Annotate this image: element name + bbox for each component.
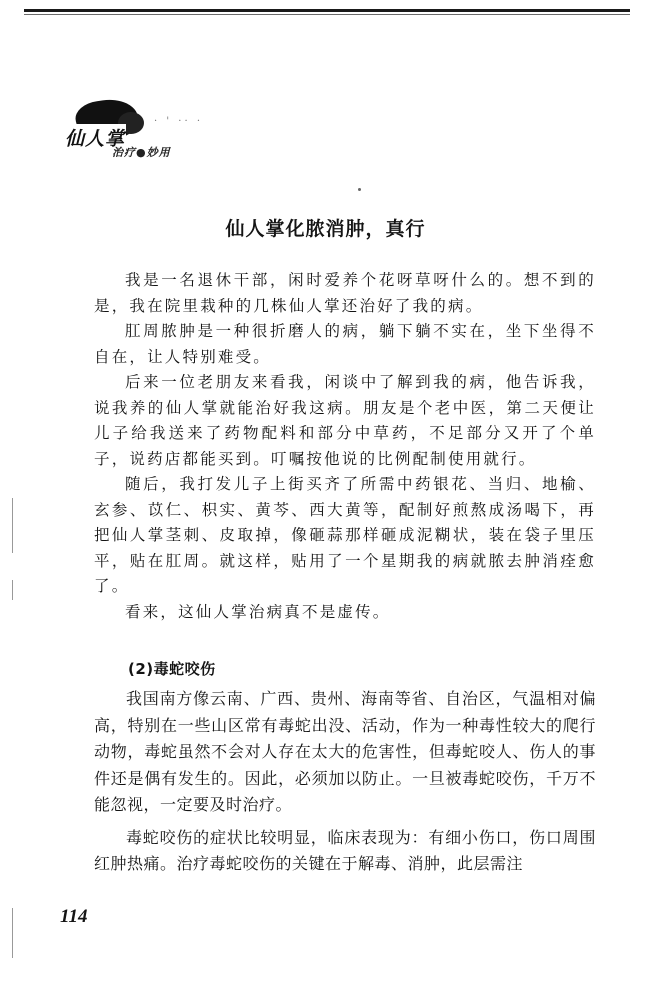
ink-speckle-decoration: · ' ·· · [154, 116, 203, 127]
section-paragraph: 毒蛇咬伤的症状比较明显，临床表现为：有细小伤口，伤口周围红肿热痛。治疗毒蛇咬伤的关键在于解毒、消肿，此层需注 [94, 827, 596, 873]
section-body [94, 686, 596, 878]
page-number: 114 [60, 906, 88, 927]
section-heading: (2)毒蛇咬伤 [128, 660, 216, 678]
logo-title: 仙人掌 [64, 124, 126, 151]
article-body [94, 268, 596, 625]
scan-edge-mark [12, 580, 13, 600]
article-paragraph: 我是一名退休干部，闲时爱养个花呀草呀什么的。想不到的是，我在院里栽种的几株仙人掌还治好了我的病。 [94, 271, 596, 315]
article-paragraph: 看来，这仙人掌治病真不是虚传。 [125, 602, 391, 621]
article-title: 仙人掌化脓消肿，真行 [225, 218, 426, 240]
article-paragraph: 肛周脓肿是一种很折磨人的病，躺下躺不实在，坐下坐得不自在，让人特别难受。 [94, 322, 596, 366]
series-logo [62, 98, 262, 168]
scan-edge-mark [12, 908, 13, 958]
logo-subtitle: 治疗●妙用 [112, 146, 171, 159]
article-paragraph: 后来一位老朋友来看我，闲谈中了解到我的病，他告诉我，说我养的仙人掌就能治好我这病。朋友是个老中医，第二天便让儿子给我送来了药物配料和部分中草药，不足部分又开了个单子，说药店都能买到。叮嘱按他说的比例配制使用就行。 [94, 373, 596, 468]
top-rule [24, 9, 630, 12]
print-speck [358, 188, 361, 191]
top-rule-thin [24, 14, 630, 15]
scan-edge-mark [12, 498, 13, 553]
article-paragraph: 随后，我打发儿子上街买齐了所需中药银花、当归、地榆、玄参、苡仁、枳实、黄芩、西大黄等，配制好煎熬成汤喝下，再把仙人掌茎刺、皮取掉，像砸蒜那样砸成泥糊状，装在袋子里压平，贴在肛周。就这样，贴用了一个星期我的病就脓去肿消痊愈了。 [94, 475, 596, 595]
section-paragraph: 我国南方像云南、广西、贵州、海南等省、自治区，气温相对偏高，特别在一些山区常有毒蛇出没、活动，作为一种毒性较大的爬行动物，毒蛇虽然不会对人存在太大的危害性，但毒蛇咬人、伤人的事件还是偶有发生的。因此，必须加以防止。一旦被毒蛇咬伤，千万不能忽视，一定要及时治疗。 [94, 689, 596, 814]
